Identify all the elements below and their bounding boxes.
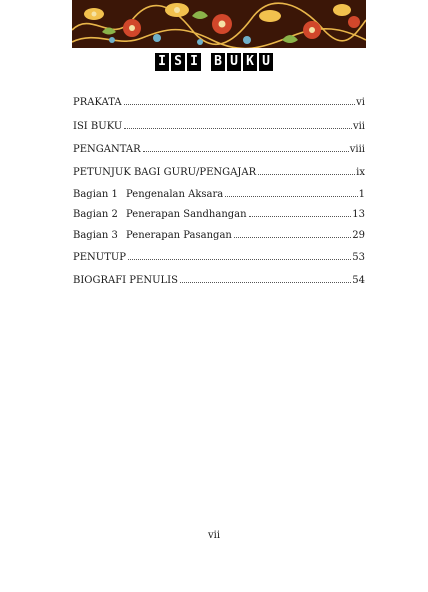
title-letter: S <box>171 53 185 71</box>
toc-label: ISI BUKU <box>73 121 123 132</box>
toc-page: vii <box>352 121 365 132</box>
toc-entry-penutup[interactable] <box>73 251 365 265</box>
page-number: vii <box>207 530 221 541</box>
toc-leader <box>124 128 352 129</box>
title-letter: I <box>155 53 169 71</box>
toc-page: 29 <box>352 230 365 241</box>
toc-page: 54 <box>352 275 365 286</box>
toc-entry-isi-buku[interactable] <box>73 120 365 134</box>
toc-page: 53 <box>352 252 365 263</box>
toc-leader <box>143 151 349 152</box>
toc-page: 1 <box>358 189 365 200</box>
toc-section-number: Bagian 2 <box>73 209 118 220</box>
title-letter: U <box>227 53 241 71</box>
toc-label: Penerapan Sandhangan <box>126 209 247 220</box>
toc-entry-bagian-3[interactable] <box>73 229 365 243</box>
toc-label: PENUTUP <box>73 252 127 263</box>
toc-entry-bagian-1[interactable] <box>73 188 365 202</box>
toc-leader <box>128 259 351 260</box>
toc-label: BIOGRAFI PENULIS <box>73 275 178 286</box>
title-letter: U <box>259 53 273 71</box>
toc-label: PETUNJUK BAGI GURU/PENGAJAR <box>73 167 257 178</box>
toc-entry-petunjuk[interactable] <box>73 166 365 180</box>
toc-label: PENGANTAR <box>73 144 141 155</box>
toc-leader <box>124 104 356 105</box>
title-letter: K <box>243 53 257 71</box>
toc-page: vi <box>356 97 365 108</box>
toc-label: PRAKATA <box>73 97 122 108</box>
title-word-2 <box>211 53 273 73</box>
batik-pattern-icon <box>72 0 366 48</box>
toc-section-number: Bagian 3 <box>73 230 118 241</box>
title-letter: I <box>187 53 201 71</box>
batik-banner <box>72 0 366 48</box>
title-letter: B <box>211 53 225 71</box>
toc-leader <box>225 196 357 197</box>
toc-section-number: Bagian 1 <box>73 189 118 200</box>
toc-leader <box>234 237 351 238</box>
toc-label: Pengenalan Aksara <box>126 189 224 200</box>
title-word-1 <box>155 53 201 73</box>
toc-page: ix <box>356 167 365 178</box>
toc-page: 13 <box>352 209 365 220</box>
toc-label: Penerapan Pasangan <box>126 230 232 241</box>
toc-entry-pengantar[interactable] <box>73 143 365 157</box>
toc-leader <box>249 216 352 217</box>
page-title <box>0 53 428 73</box>
toc-entry-biografi[interactable] <box>73 274 365 288</box>
toc-leader <box>258 174 355 175</box>
toc-entry-prakata[interactable] <box>73 96 365 110</box>
toc-page: viii <box>349 144 365 155</box>
toc-leader <box>180 282 351 283</box>
toc-entry-bagian-2[interactable] <box>73 208 365 222</box>
